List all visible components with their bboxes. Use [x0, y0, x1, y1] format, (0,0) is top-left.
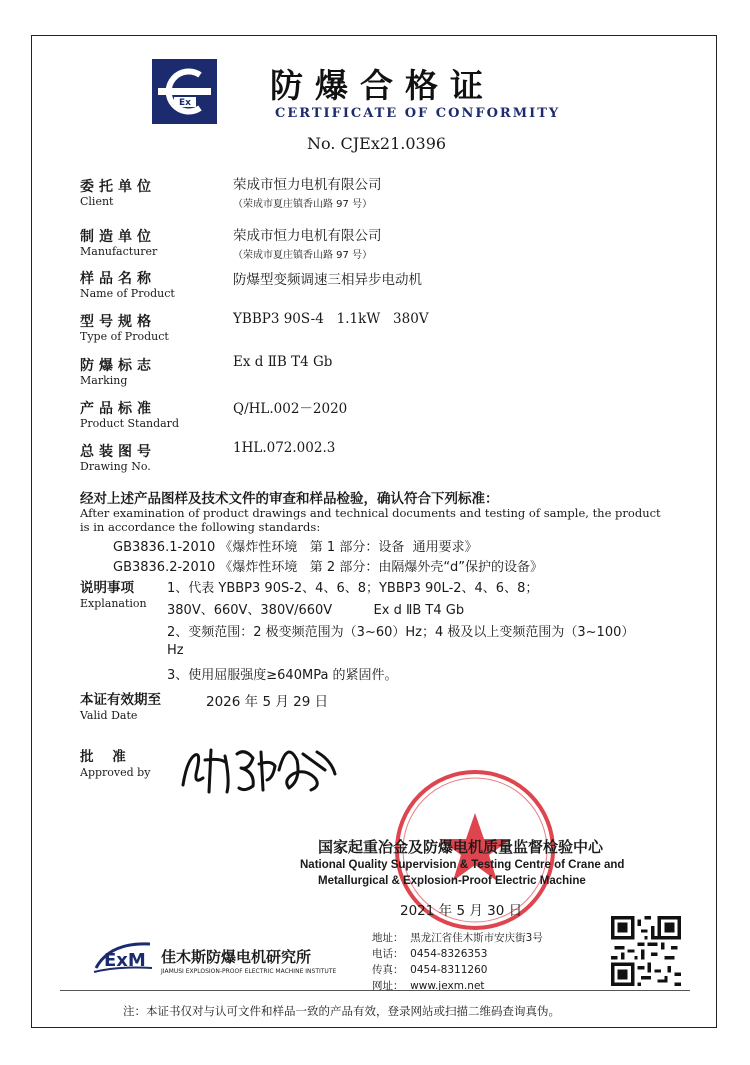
explanation-line-2: 380V、660V、380V/660V Ex d ⅡB T4 Gb [167, 603, 465, 618]
approved-label-en: Approved by [80, 766, 151, 779]
product-standard-label-cn: 产品标准 [80, 401, 156, 417]
footer-note: 注：本证书仅对与认可文件和样品一致的产品有效，登录网站或扫描二维码查询真伪。 [123, 1004, 560, 1018]
valid-date-label-cn: 本证有效期至 [80, 692, 161, 708]
qr-code [611, 916, 681, 986]
exm-logo-icon [90, 938, 160, 978]
product-standard-label-en: Product Standard [80, 417, 179, 430]
manufacturer-value: 荣成市恒力电机有限公司 [233, 228, 382, 244]
explanation-line-1: 1、代表 YBBP3 90S-2、4、6、8；YBBP3 90L-2、4、6、8； [167, 581, 539, 596]
footer-divider [60, 990, 690, 991]
client-address: （荣成市夏庄镇香山路 97 号） [233, 199, 373, 210]
manufacturer-label-cn: 制造单位 [80, 229, 156, 245]
marking-value: Ex d ⅡB T4 Gb [233, 354, 333, 370]
product-type-value: YBBP3 90S-4 1.1kW 380V [233, 311, 429, 327]
ex-logo-text: Ex [179, 98, 191, 108]
explanation-label-cn: 说明事项 [80, 580, 134, 596]
ex-logo-icon [152, 59, 217, 124]
valid-date-value: 2026 年 5 月 29 日 [206, 694, 329, 710]
client-value: 荣成市恒力电机有限公司 [233, 177, 382, 193]
institute-phone: 电话： 0454-8326353 [372, 948, 488, 960]
valid-date-label-en: Valid Date [80, 709, 138, 722]
conformity-statement-en-2: is in accordance the following standards: [80, 520, 321, 534]
explanation-label-en: Explanation [80, 597, 147, 610]
explanation-line-3: 2、变频范围：2 极变频范围为（3~60）Hz；4 极及以上变频范围为（3~100） [167, 625, 635, 640]
marking-label-cn: 防爆标志 [80, 358, 156, 374]
product-standard-value: Q/HL.002－2020 [233, 401, 348, 417]
exm-logo-text: ExM [104, 950, 146, 971]
manufacturer-label-en: Manufacturer [80, 245, 158, 258]
drawing-no-label-cn: 总装图号 [80, 444, 156, 460]
drawing-no-value: 1HL.072.002.3 [233, 440, 336, 456]
approved-label-cn: 批 准 [80, 749, 126, 765]
institute-name-en: JIAMUSI EXPLOSION-PROOF ELECTRIC MACHINE INSTITUTE [161, 968, 337, 975]
signature [175, 730, 345, 800]
product-type-label-en: Type of Product [80, 330, 169, 343]
drawing-no-label-en: Drawing No. [80, 460, 151, 473]
title-en: CERTIFICATE OF CONFORMITY [275, 106, 561, 121]
client-label-cn: 委托单位 [80, 179, 156, 195]
institute-fax: 传真： 0454-8311260 [372, 964, 488, 976]
issue-date: 2021 年 5 月 30 日 [400, 903, 523, 919]
issuer-name-cn: 国家起重冶金及防爆电机质量监督检验中心 [318, 838, 604, 856]
standard-1: GB3836.1-2010 《爆炸性环境 第 1 部分：设备 通用要求》 [113, 540, 478, 555]
conformity-statement-en-1: After examination of product drawings and technical documents and testing of sample, the product [80, 506, 661, 520]
issuer-name-en-2: Metallurgical & Explosion-Proof Electric Machine [318, 875, 586, 887]
institute-website: 网址： www.jexm.net [372, 980, 485, 992]
manufacturer-address: （荣成市夏庄镇香山路 97 号） [233, 250, 373, 261]
product-type-label-cn: 型号规格 [80, 314, 156, 330]
product-name-value: 防爆型变频调速三相异步电动机 [233, 272, 422, 288]
institute-address: 地址： 黑龙江省佳木斯市安庆街3号 [372, 932, 543, 944]
standard-2: GB3836.2-2010 《爆炸性环境 第 2 部分：由隔爆外壳“d”保护的设备》 [113, 560, 544, 575]
conformity-statement-cn: 经对上述产品图样及技术文件的审查和样品检验，确认符合下列标准： [80, 491, 499, 507]
issuer-name-en-1: National Quality Supervision & Testing Centre of Crane and [300, 859, 625, 871]
institute-name-cn: 佳木斯防爆电机研究所 [161, 948, 312, 966]
client-label-en: Client [80, 195, 114, 208]
title-cn: 防爆合格证 [270, 66, 495, 105]
explanation-line-5: 3、使用屈服强度≥640MPa 的紧固件。 [167, 668, 398, 683]
product-name-label-cn: 样品名称 [80, 271, 156, 287]
explanation-line-4: Hz [167, 643, 184, 658]
marking-label-en: Marking [80, 374, 128, 387]
ex-logo [152, 59, 217, 124]
product-name-label-en: Name of Product [80, 287, 175, 300]
certificate-number: No. CJEx21.0396 [307, 134, 447, 153]
